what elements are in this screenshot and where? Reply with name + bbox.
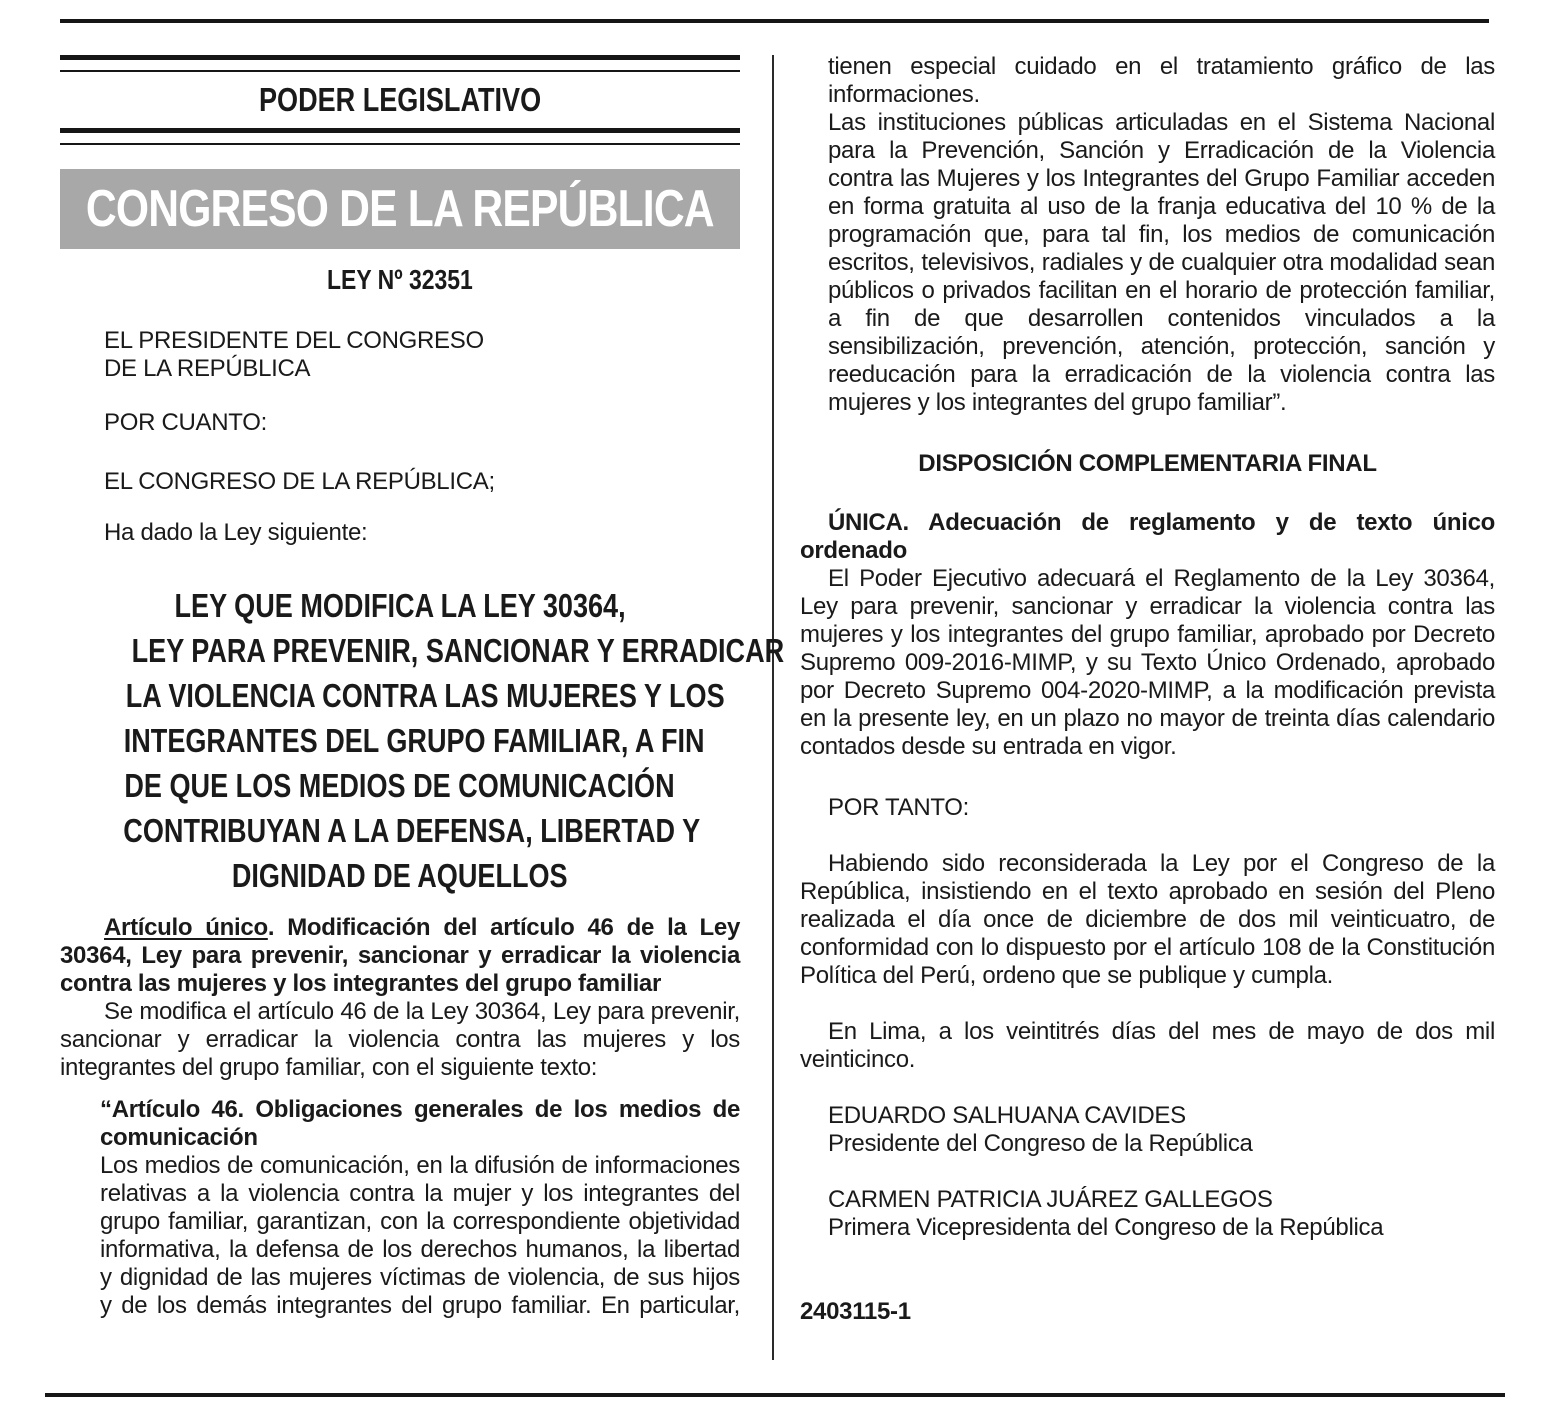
text-line: [60, 853, 740, 898]
double-rule-top: [60, 55, 740, 72]
text-line: Ha dado la Ley siguiente:: [104, 519, 368, 546]
signature-president: [800, 1102, 1495, 1158]
text-line: DE LA REPÚBLICA: [104, 355, 311, 382]
bottom-rule: [45, 1393, 1505, 1397]
por-cuanto: [60, 409, 740, 437]
articulo-unico-para: Artículo único. Modificación del artículo 46 de la Ley 30364, Ley para prevenir, sancionar y erradicar la violencia contra las mujeres y los integrantes del grupo familiar: [60, 914, 740, 997]
signature-vicepresident: [800, 1186, 1495, 1242]
congress-banner-text: CONGRESO DE LA REPÚBLICA: [86, 180, 714, 238]
text-line: [60, 583, 740, 628]
articulo-46-body: Los medios de comunicación, en la difusión de informaciones relativas a la violencia contra la mujer y los integrantes del grupo familiar, garantizan, con la correspondiente objetividad informativa, la defensa de los derechos humanos, la libertad y dignidad de las mujeres víctimas de violencia, de sus hijos y de los demás integrantes del grupo familiar. En particular,: [100, 1152, 740, 1319]
column-gap: [740, 23, 772, 1360]
text-line: Primera Vicepresidenta del Congreso de la República: [828, 1214, 1384, 1241]
text-line: CARMEN PATRICIA JUÁREZ GALLEGOS: [828, 1186, 1273, 1213]
por-tanto: [800, 794, 1495, 822]
congress-banner: [60, 169, 740, 249]
congress-declaration: [60, 468, 740, 496]
double-rule-bottom: [60, 128, 740, 145]
poder-ejecutivo-para: El Poder Ejecutivo adecuará el Reglamento de la Ley 30364, Ley para prevenir, sancionar y erradicar la violencia contra las mujeres y los integrantes del grupo familiar, aprobado por Decreto Supremo 009-2016-MIMP, y su Texto Único Ordenado, aprobado por Decreto Supremo 004-2020-MIMP, a la modificación prevista en la presente ley, en un plazo no mayor de treinta días calendario contados desde su entrada en vigor.: [800, 565, 1495, 760]
condensed-text: CONTRIBUYAN A LA DEFENSA, LIBERTAD Y: [123, 812, 701, 849]
text-line: [60, 808, 740, 853]
text-line: POR CUANTO:: [104, 409, 267, 436]
text-line: EL PRESIDENTE DEL CONGRESO: [104, 327, 484, 354]
text-line: [60, 718, 740, 763]
se-modifica-para: Se modifica el artículo 46 de la Ley 30364, Ley para prevenir, sancionar y erradicar la violencia contra las mujeres y los integrantes del grupo familiar, con el siguiente texto:: [60, 998, 740, 1081]
underlined-lead: Artículo único: [104, 914, 268, 941]
section-title: [60, 72, 740, 128]
text-line: EL CONGRESO DE LA REPÚBLICA;: [104, 468, 495, 495]
text-line: EDUARDO SALHUANA CAVIDES: [828, 1102, 1186, 1129]
gazette-code: 2403115-1: [800, 1298, 911, 1325]
condensed-text: LA VIOLENCIA CONTRA LAS MUJERES Y LOS: [125, 677, 725, 714]
condensed-text: LEY QUE MODIFICA LA LEY 30364,: [174, 587, 626, 624]
law-title: [60, 583, 785, 898]
ha-dado-line: [60, 519, 740, 547]
top-rule: [60, 19, 1489, 23]
right-column: [800, 23, 1495, 1360]
articulo-46-heading: “Artículo 46. Obligaciones generales de los medios de comunicación: [100, 1096, 740, 1151]
articulo-46-continuation: tienen especial cuidado en el tratamiento gráfico de las informaciones.: [828, 53, 1495, 108]
text-line: [60, 763, 740, 808]
condensed-text: DE QUE LOS MEDIOS DE COMUNICACIÓN: [124, 767, 676, 804]
left-column: [60, 23, 785, 1360]
condensed-text: LEY PARA PREVENIR, SANCIONAR Y ERRADICAR: [131, 632, 785, 669]
law-number: [60, 265, 740, 295]
en-lima-para: En Lima, a los veintitrés días del mes de mayo de dos mil veinticinco.: [800, 1018, 1495, 1073]
law-number-text: LEY Nº 32351: [327, 264, 473, 295]
disposicion-heading: DISPOSICIÓN COMPLEMENTARIA FINAL: [918, 450, 1377, 477]
right-column-text: [800, 53, 1495, 1326]
text-line: Presidente del Congreso de la República: [828, 1130, 1253, 1157]
text-line: [60, 628, 785, 673]
addressee-block: [60, 327, 740, 383]
section-title-text: PODER LEGISLATIVO: [258, 81, 542, 118]
text-line: POR TANTO:: [828, 794, 970, 821]
text-line: [60, 673, 740, 718]
condensed-text: INTEGRANTES DEL GRUPO FAMILIAR, A FIN: [123, 722, 705, 759]
habiendo-para: Habiendo sido reconsiderada la Ley por el Congreso de la República, insistiendo en el texto aprobado en sesión del Pleno realizada el día once de diciembre de dos mil veinticuatro, de conformidad con lo dispuesto por el artículo 108 de la Constitución Política del Perú, ordeno que se publique y cumpla.: [800, 850, 1495, 989]
unica-para: ÚNICA. Adecuación de reglamento y de texto único ordenado: [800, 509, 1495, 564]
condensed-text: DIGNIDAD DE AQUELLOS: [232, 857, 568, 894]
column-gap: [774, 23, 800, 1360]
left-column-text: [60, 327, 785, 1320]
articulo-46-instituciones: Las instituciones públicas articuladas en el Sistema Nacional para la Prevención, Sanción y Erradicación de la Violencia contra las Mujeres y los Integrantes del Grupo Familiar acceden en forma gratuita al uso de la franja educativa del 10 % de la programación que, para tal fin, los medios de comunicación escritos, televisivos, radiales y de cualquier otra modalidad sean públicos o privados facilitan en el horario de protección familiar, a fin de que desarrollen contenidos vinculados a la sensibilización, prevención, atención, protección, sanción y reeducación para la erradicación de la violencia contra las mujeres y los integrantes del grupo familiar”.: [828, 109, 1495, 416]
